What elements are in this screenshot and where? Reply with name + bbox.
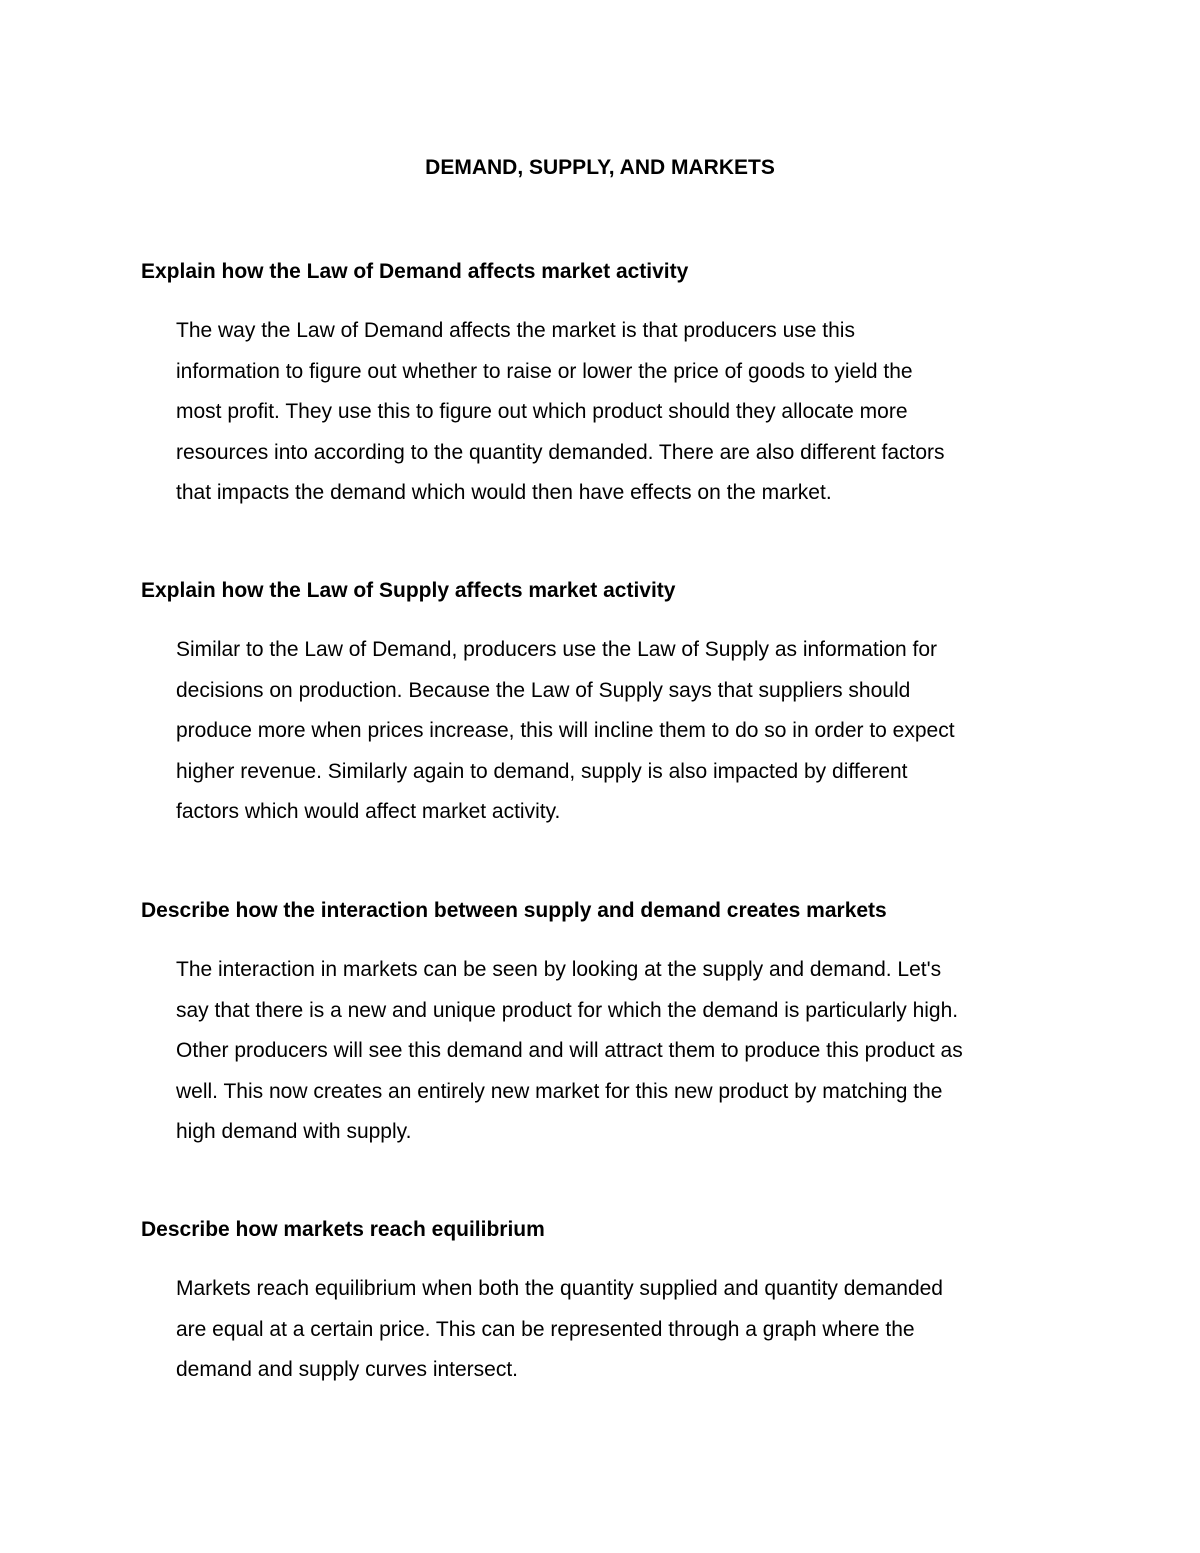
section-heading: Explain how the Law of Supply affects market activity — [141, 579, 676, 602]
section-body — [176, 630, 1071, 833]
body-line: higher revenue. Similarly again to demand, supply is also impacted by different — [176, 759, 908, 783]
body-line: demand and supply curves intersect. — [176, 1358, 519, 1381]
body-line: resources into according to the quantity demanded. There are also different factors — [176, 440, 945, 464]
section-heading: Describe how markets reach equilibrium — [141, 1218, 545, 1241]
body-line: factors which would affect market activity. — [176, 800, 561, 823]
section-body — [176, 311, 1071, 514]
body-line: produce more when prices increase, this will incline them to do so in order to expect — [176, 719, 955, 742]
section-body — [176, 950, 1071, 1153]
body-line: Markets reach equilibrium when both the quantity supplied and quantity demanded — [176, 1277, 943, 1300]
body-line: Similar to the Law of Demand, producers use the Law of Supply as information for — [176, 638, 938, 661]
section-body — [176, 1269, 1071, 1391]
section-heading: Explain how the Law of Demand affects market activity — [141, 260, 689, 283]
body-line: decisions on production. Because the Law of Supply says that suppliers should — [176, 678, 911, 702]
body-line: well. This now creates an entirely new market for this new product by matching the — [176, 1079, 943, 1103]
body-line: The interaction in markets can be seen by looking at the supply and demand. Let's — [176, 958, 942, 981]
section-market-equilibrium — [141, 1217, 1071, 1391]
body-line: Other producers will see this demand and will attract them to produce this product as — [176, 1039, 963, 1062]
body-line: that impacts the demand which would then have effects on the market. — [176, 481, 832, 504]
body-line: say that there is a new and unique product for which the demand is particularly high. — [176, 998, 959, 1022]
section-law-of-demand — [141, 259, 1071, 514]
body-line: high demand with supply. — [176, 1120, 412, 1143]
body-line: information to figure out whether to raise or lower the price of goods to yield the — [176, 359, 913, 383]
body-line: are equal at a certain price. This can be represented through a graph where the — [176, 1317, 915, 1341]
document-title: DEMAND, SUPPLY, AND MARKETS — [425, 156, 775, 179]
section-supply-demand-interaction — [141, 898, 1071, 1153]
body-line: most profit. They use this to figure out which product should they allocate more — [176, 400, 908, 423]
section-heading: Describe how the interaction between supply and demand creates markets — [141, 899, 887, 922]
section-law-of-supply — [141, 578, 1071, 833]
body-line: The way the Law of Demand affects the market is that producers use this — [176, 319, 855, 342]
